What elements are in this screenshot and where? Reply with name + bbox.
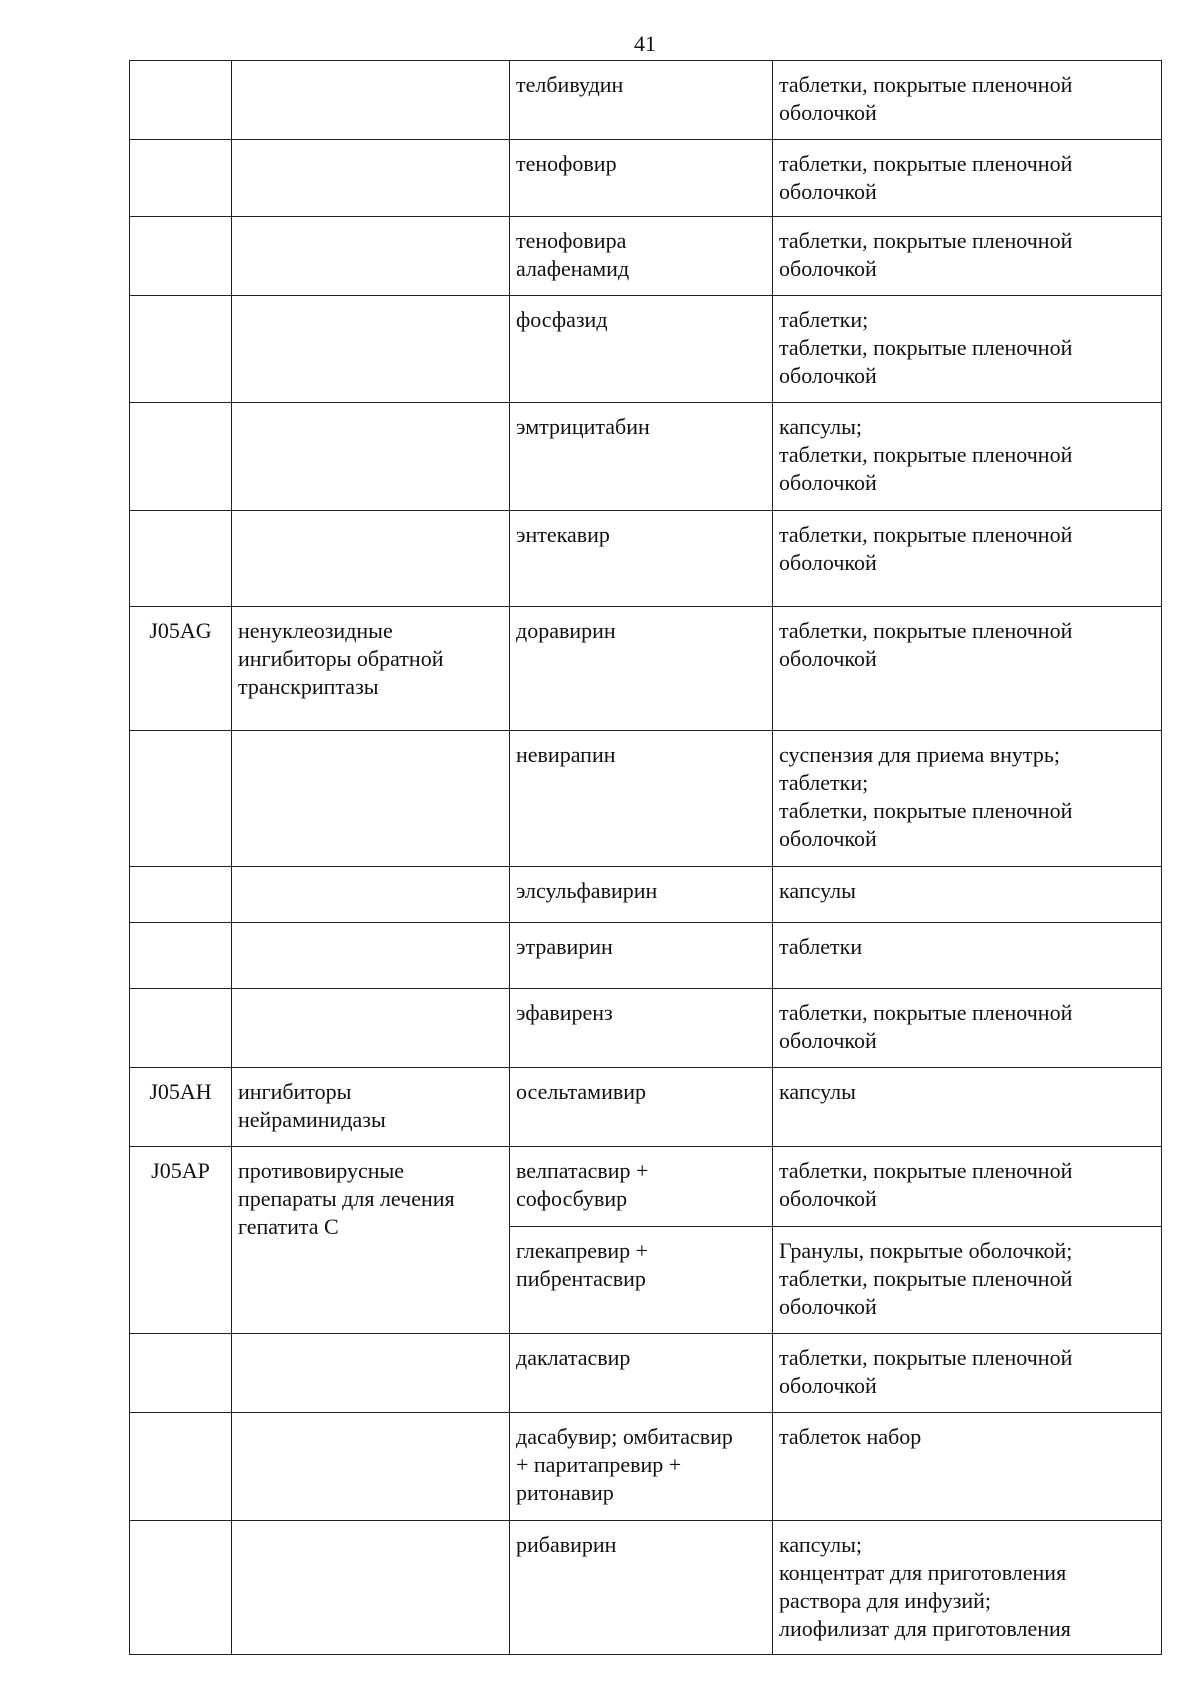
drug-name-cell-line: + паритапревир + xyxy=(516,1452,682,1477)
drug-name-cell xyxy=(510,1521,773,1655)
dosage-form-cell-line: суспензия для приема внутрь; xyxy=(779,742,1060,767)
table-row xyxy=(130,607,1162,731)
atc-code-cell xyxy=(130,731,232,867)
dosage-form-cell-line: таблетки, покрытые пленочной xyxy=(779,798,1073,823)
drug-name-cell-line: дасабувир; омбитасвир xyxy=(516,1424,733,1449)
dosage-form-cell xyxy=(773,989,1162,1068)
table-row xyxy=(130,989,1162,1068)
dosage-form-cell-line: таблетки; xyxy=(779,770,869,795)
dosage-form-cell-line: оболочкой xyxy=(779,550,877,575)
drug-name-cell-line: алафенамид xyxy=(516,256,630,281)
drug-name-cell xyxy=(510,1227,773,1334)
dosage-form-cell-line: капсулы; xyxy=(779,414,862,439)
atc-code-cell xyxy=(130,217,232,296)
dosage-form-cell xyxy=(773,607,1162,731)
table-row xyxy=(130,1147,1162,1227)
dosage-form-cell xyxy=(773,1521,1162,1655)
dosage-form-cell-line: оболочкой xyxy=(779,256,877,281)
table-row xyxy=(130,867,1162,923)
pharm-group-cell xyxy=(232,1521,510,1655)
drug-name-cell xyxy=(510,1413,773,1521)
drug-name-cell xyxy=(510,140,773,217)
dosage-form-cell xyxy=(773,731,1162,867)
drug-name-cell-line: эфавиренз xyxy=(516,1000,613,1025)
dosage-form-cell-line: Гранулы, покрытые оболочкой; xyxy=(779,1238,1073,1263)
pharm-group-cell-line: препараты для лечения xyxy=(238,1186,455,1211)
pharm-group-cell-line: нейраминидазы xyxy=(238,1107,386,1132)
pharm-group-cell xyxy=(232,867,510,923)
dosage-form-cell-line: капсулы xyxy=(779,1079,856,1104)
drug-name-cell xyxy=(510,1068,773,1147)
pharm-group-cell xyxy=(232,731,510,867)
drug-name-cell-line: элсульфавирин xyxy=(516,878,658,903)
table-row xyxy=(130,403,1162,511)
drug-name-cell-line: этравирин xyxy=(516,934,613,959)
dosage-form-cell-line: концентрат для приготовления xyxy=(779,1560,1067,1585)
drug-name-cell xyxy=(510,923,773,989)
dosage-form-cell-line: таблетки, покрытые пленочной xyxy=(779,1000,1073,1025)
atc-code-cell xyxy=(130,867,232,923)
atc-code-cell xyxy=(130,1147,232,1334)
atc-code-cell xyxy=(130,140,232,217)
atc-code-cell xyxy=(130,296,232,403)
dosage-form-cell-line: таблеток набор xyxy=(779,1424,922,1449)
dosage-form-cell-line: оболочкой xyxy=(779,1294,877,1319)
atc-code-cell-text: J05AH xyxy=(149,1079,212,1104)
dosage-form-cell-line: таблетки, покрытые пленочной xyxy=(779,335,1073,360)
atc-code-cell xyxy=(130,1521,232,1655)
dosage-form-cell-line: оболочкой xyxy=(779,646,877,671)
pharm-group-cell xyxy=(232,61,510,140)
atc-code-cell xyxy=(130,1413,232,1521)
dosage-form-cell-line: капсулы; xyxy=(779,1532,862,1557)
dosage-form-cell-line: таблетки, покрытые пленочной xyxy=(779,151,1073,176)
page-number: 41 xyxy=(634,31,656,56)
dosage-form-cell-line: капсулы xyxy=(779,878,856,903)
atc-code-cell xyxy=(130,61,232,140)
dosage-form-cell-line: таблетки, покрытые пленочной xyxy=(779,228,1073,253)
atc-code-cell xyxy=(130,1334,232,1413)
drug-name-cell-line: пибрентасвир xyxy=(516,1266,646,1291)
drug-name-cell xyxy=(510,989,773,1068)
dosage-form-cell xyxy=(773,923,1162,989)
pharm-group-cell-line: транскриптазы xyxy=(238,674,379,699)
pharm-group-cell-line: противовирусные xyxy=(238,1158,405,1183)
table-row xyxy=(130,61,1162,140)
table-row xyxy=(130,1413,1162,1521)
drug-name-cell xyxy=(510,217,773,296)
table-row xyxy=(130,923,1162,989)
pharm-group-cell-line: ингибиторы обратной xyxy=(238,646,444,671)
dosage-form-cell-line: оболочкой xyxy=(779,1373,877,1398)
table-row xyxy=(130,731,1162,867)
dosage-form-cell-line: таблетки, покрытые пленочной xyxy=(779,72,1073,97)
drug-name-cell xyxy=(510,511,773,607)
pharm-group-cell xyxy=(232,511,510,607)
atc-code-cell-text: J05AG xyxy=(149,618,212,643)
pharm-group-cell-line: гепатита С xyxy=(238,1214,339,1239)
drug-name-cell-line: рибавирин xyxy=(516,1532,617,1557)
drug-name-cell-line: тенофовира xyxy=(516,228,627,253)
pharm-group-cell xyxy=(232,296,510,403)
pharm-group-cell xyxy=(232,1068,510,1147)
dosage-form-cell-line: таблетки, покрытые пленочной xyxy=(779,442,1073,467)
drug-name-cell xyxy=(510,1147,773,1227)
drug-name-cell xyxy=(510,1334,773,1413)
pharm-group-cell xyxy=(232,217,510,296)
drug-name-cell-line: глекапревир + xyxy=(516,1238,649,1263)
drug-name-cell-line: тенофовир xyxy=(516,151,617,176)
drug-name-cell-line: телбивудин xyxy=(516,72,624,97)
drug-name-cell-line: невирапин xyxy=(516,742,616,767)
dosage-form-cell-line: таблетки, покрытые пленочной xyxy=(779,1158,1073,1183)
dosage-form-cell-line: оболочкой xyxy=(779,179,877,204)
table-row xyxy=(130,1521,1162,1655)
table-row xyxy=(130,140,1162,217)
table-row xyxy=(130,1068,1162,1147)
pharm-group-cell xyxy=(232,403,510,511)
dosage-form-cell-line: таблетки; xyxy=(779,307,869,332)
atc-code-cell xyxy=(130,403,232,511)
drug-name-cell xyxy=(510,61,773,140)
drug-name-cell xyxy=(510,296,773,403)
drug-name-cell xyxy=(510,403,773,511)
dosage-form-cell xyxy=(773,296,1162,403)
pharm-group-cell-line: ингибиторы xyxy=(238,1079,352,1104)
dosage-form-cell xyxy=(773,1147,1162,1227)
dosage-form-cell xyxy=(773,511,1162,607)
dosage-form-cell xyxy=(773,1413,1162,1521)
atc-code-cell xyxy=(130,923,232,989)
atc-code-cell xyxy=(130,989,232,1068)
pharm-group-cell xyxy=(232,923,510,989)
dosage-form-cell-line: таблетки, покрытые пленочной xyxy=(779,522,1073,547)
drug-name-cell-line: энтекавир xyxy=(516,522,610,547)
table-body xyxy=(130,61,1162,1655)
dosage-form-cell-line: оболочкой xyxy=(779,363,877,388)
dosage-form-cell-line: лиофилизат для приготовления xyxy=(779,1616,1071,1641)
dosage-form-cell xyxy=(773,1227,1162,1334)
atc-code-cell xyxy=(130,1068,232,1147)
drug-name-cell-line: велпатасвир + xyxy=(516,1158,649,1183)
pharm-group-cell xyxy=(232,989,510,1068)
table-row xyxy=(130,296,1162,403)
pharm-group-cell xyxy=(232,1334,510,1413)
dosage-form-cell xyxy=(773,61,1162,140)
drug-name-cell xyxy=(510,607,773,731)
dosage-form-cell-line: таблетки, покрытые пленочной xyxy=(779,1266,1073,1291)
pharm-group-cell xyxy=(232,140,510,217)
drug-name-cell xyxy=(510,731,773,867)
dosage-form-cell-line: таблетки xyxy=(779,934,863,959)
table-row xyxy=(130,217,1162,296)
drug-name-cell-line: даклатасвир xyxy=(516,1345,631,1370)
dosage-form-cell-line: оболочкой xyxy=(779,100,877,125)
dosage-form-cell xyxy=(773,1068,1162,1147)
dosage-form-cell-line: оболочкой xyxy=(779,1028,877,1053)
dosage-form-cell-line: оболочкой xyxy=(779,470,877,495)
atc-code-cell-text: J05AP xyxy=(151,1158,210,1183)
dosage-form-cell-line: таблетки, покрытые пленочной xyxy=(779,1345,1073,1370)
drug-name-cell-line: ритонавир xyxy=(516,1480,614,1505)
table-row xyxy=(130,1334,1162,1413)
dosage-form-cell-line: оболочкой xyxy=(779,1186,877,1211)
dosage-form-cell-line: оболочкой xyxy=(779,826,877,851)
dosage-form-cell xyxy=(773,140,1162,217)
dosage-form-cell-line: таблетки, покрытые пленочной xyxy=(779,618,1073,643)
dosage-form-cell xyxy=(773,217,1162,296)
drug-list-table xyxy=(129,60,1162,1655)
pharm-group-cell xyxy=(232,1147,510,1334)
pharm-group-cell-line: ненуклеозидные xyxy=(238,618,393,643)
pharm-group-cell xyxy=(232,1413,510,1521)
dosage-form-cell xyxy=(773,403,1162,511)
drug-name-cell xyxy=(510,867,773,923)
table-row xyxy=(130,511,1162,607)
atc-code-cell xyxy=(130,607,232,731)
drug-name-cell-line: софосбувир xyxy=(516,1186,628,1211)
drug-name-cell-line: фосфазид xyxy=(516,307,608,332)
drug-name-cell-line: доравирин xyxy=(516,618,616,643)
dosage-form-cell-line: раствора для инфузий; xyxy=(779,1588,992,1613)
drug-name-cell-line: эмтрицитабин xyxy=(516,414,650,439)
dosage-form-cell xyxy=(773,867,1162,923)
drug-name-cell-line: осельтамивир xyxy=(516,1079,647,1104)
atc-code-cell xyxy=(130,511,232,607)
dosage-form-cell xyxy=(773,1334,1162,1413)
pharm-group-cell xyxy=(232,607,510,731)
